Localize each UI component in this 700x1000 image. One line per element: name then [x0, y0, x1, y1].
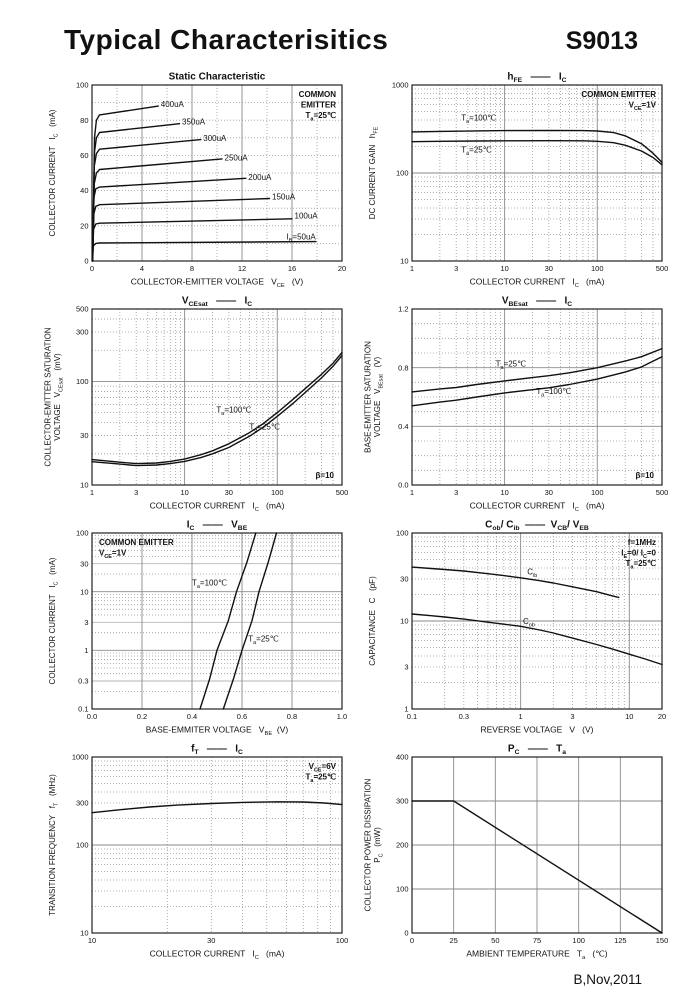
- svg-text:100: 100: [590, 488, 604, 497]
- chart-title: $f_T$ —— $I_C$: [191, 743, 243, 756]
- svg-text:3: 3: [454, 264, 459, 273]
- grid-minor: [412, 309, 662, 485]
- grid-major: [412, 757, 662, 933]
- svg-text:100: 100: [395, 168, 409, 178]
- svg-text:Ta=25℃: $T_a=25℃$: [305, 111, 336, 123]
- series-label-ta-100c: $T_a=100℃$: [192, 578, 227, 590]
- svg-text:1: 1: [518, 712, 523, 721]
- svg-text:COMMON: COMMON: [298, 90, 336, 99]
- x-axis-label: COLLECTOR CURRENT $I_C$ (mA): [149, 500, 285, 513]
- svg-text:3: 3: [570, 712, 575, 721]
- svg-text:0.3: 0.3: [458, 712, 470, 721]
- svg-text:10: 10: [400, 616, 409, 626]
- series-label-ta-25c: $T_a=25℃$: [248, 634, 279, 647]
- svg-text:1: 1: [89, 488, 95, 497]
- svg-text:500: 500: [75, 304, 89, 314]
- ft-vs-ic-chart: [44, 742, 356, 966]
- svg-text:1000: 1000: [391, 80, 409, 90]
- svg-text:100: 100: [75, 80, 89, 90]
- series-label-ib-50ua: $I_B=50uA$: [286, 232, 316, 245]
- svg-text:500: 500: [655, 264, 669, 273]
- x-axis-label: COLLECTOR-EMITTER VOLTAGE $V_{CE}$ (V): [130, 276, 304, 289]
- y-ticks: [76, 305, 89, 490]
- series-group: [92, 802, 342, 813]
- svg-text:VCE=1V: $V_{CE}=1V$: [628, 100, 656, 112]
- x-ticks: [407, 712, 666, 721]
- svg-text:4: 4: [139, 264, 145, 273]
- svg-text:1: 1: [404, 704, 409, 714]
- x-axis-label: BASE-EMMITER VOLTAGE $V_{BE}$ (V): [145, 724, 289, 737]
- y-ticks: [396, 529, 409, 714]
- svg-text:10: 10: [80, 587, 89, 597]
- ft-vs-ic-figure: [44, 742, 356, 966]
- svg-text:Ta=25℃: $T_a=25℃$: [625, 559, 656, 571]
- capacitance-vs-reverse-voltage-chart: [364, 518, 676, 742]
- ic-vs-vbe-chart: [44, 518, 356, 742]
- x-axis-label: REVERSE VOLTAGE V (V): [480, 724, 594, 735]
- svg-text:10: 10: [87, 936, 97, 945]
- y-axis-label: COLLECTOR POWER DISSIPATION: [364, 778, 373, 912]
- annotation: [306, 762, 337, 784]
- grid-major: [412, 85, 662, 261]
- svg-text:30: 30: [544, 488, 553, 497]
- y-axis-label: VOLTAGE $V_{CEsat}$ (mV): [53, 353, 65, 441]
- series-group: [192, 533, 279, 709]
- series-label-ib-250ua: 250uA: [224, 153, 248, 163]
- annotation: [99, 538, 174, 560]
- svg-text:200: 200: [395, 840, 409, 850]
- svg-text:20: 20: [337, 264, 347, 273]
- svg-text:20: 20: [657, 712, 667, 721]
- y-ticks: [398, 305, 408, 490]
- revision-label: B,Nov,2011: [573, 972, 642, 987]
- svg-text:IE=0/ IC=0: $I_E=0/$ $I_C=0$: [621, 548, 656, 560]
- svg-text:100: 100: [395, 528, 409, 538]
- svg-text:0.0: 0.0: [86, 712, 98, 721]
- svg-text:3: 3: [134, 488, 139, 497]
- svg-text:100: 100: [75, 377, 89, 387]
- svg-text:400: 400: [395, 752, 409, 762]
- grid-major: [92, 309, 342, 485]
- series-ib-200ua: [93, 178, 246, 261]
- y-ticks: [76, 81, 89, 266]
- svg-text:10: 10: [80, 480, 89, 490]
- svg-text:40: 40: [80, 186, 89, 196]
- annotation: [299, 90, 337, 122]
- x-ticks: [87, 712, 347, 721]
- chart-title: $I_C$ —— $V_{BE}$: [186, 519, 248, 532]
- svg-text:100: 100: [590, 264, 604, 273]
- series-ta-100c: [412, 131, 662, 163]
- vbesat-vs-ic-chart: [364, 294, 676, 518]
- y-axis-label: $P_C$ (mW): [373, 827, 385, 863]
- ic-vs-vbe-figure: [44, 518, 356, 742]
- series-ta-25c: [412, 141, 662, 165]
- svg-text:β=10: β=10: [315, 471, 334, 480]
- svg-text:30: 30: [207, 936, 216, 945]
- svg-text:500: 500: [655, 488, 669, 497]
- grid-major: [92, 533, 342, 709]
- svg-text:8: 8: [189, 264, 195, 273]
- svg-text:300: 300: [75, 798, 89, 808]
- x-ticks: [410, 936, 668, 945]
- grid-minor: [92, 536, 342, 692]
- series-label-ib-400ua: 400uA: [160, 99, 184, 109]
- svg-text:0: 0: [409, 936, 415, 945]
- page-footer: [0, 972, 700, 987]
- svg-text:1.0: 1.0: [336, 712, 348, 721]
- svg-text:0.3: 0.3: [78, 676, 89, 686]
- capacitance-vs-reverse-voltage-figure: [364, 518, 676, 742]
- svg-text:10: 10: [80, 928, 89, 938]
- svg-text:30: 30: [80, 559, 89, 569]
- y-axis-label: VOLTAGE $V_{BEsat}$ (V): [373, 356, 385, 438]
- svg-text:VCE=6V: $V_{CE}=6V$: [308, 762, 336, 774]
- series-label-ib-100ua: 100uA: [294, 211, 318, 221]
- svg-text:0: 0: [404, 928, 409, 938]
- series-ta-25c: [412, 349, 662, 392]
- x-axis-label: COLLECTOR CURRENT $I_C$ (mA): [469, 276, 605, 289]
- series-label-ta-100c: $T_a=100℃$: [461, 113, 497, 126]
- series-ib-50ua: [93, 242, 316, 261]
- svg-text:150: 150: [655, 936, 669, 945]
- svg-text:30: 30: [400, 574, 409, 584]
- svg-text:0.6: 0.6: [236, 712, 248, 721]
- series-label-ib-350ua: 350uA: [182, 117, 206, 127]
- svg-text:100: 100: [75, 528, 89, 538]
- series-label-cob: $C_{ob}$: [522, 616, 535, 629]
- chart-title: $V_{BEsat}$ —— $I_C$: [501, 295, 573, 308]
- svg-text:30: 30: [544, 264, 553, 273]
- svg-text:0.0: 0.0: [398, 480, 409, 490]
- svg-text:3: 3: [454, 488, 459, 497]
- series-label-ib-300ua: 300uA: [203, 134, 227, 144]
- series-label-ta-25c: $T_a=25℃$: [495, 359, 527, 371]
- svg-text:10: 10: [500, 264, 509, 273]
- charts-grid: [44, 70, 700, 966]
- hfe-vs-ic-figure: [364, 70, 676, 294]
- hfe-vs-ic-chart: [364, 70, 676, 294]
- y-axis-label: CAPACITANCE C (pF): [368, 576, 377, 666]
- svg-text:300: 300: [75, 327, 89, 337]
- series-cib: [412, 567, 619, 597]
- y-axis-label: COLLECTOR CURRENT $I_C$ (mA): [48, 557, 60, 685]
- svg-text:30: 30: [80, 431, 89, 441]
- x-ticks: [90, 488, 348, 497]
- chart-title: $C_{ob}/$ $C_{ib}$ —— $V_{CB}/$ $V_{EB}$: [485, 519, 589, 532]
- vcesat-vs-ic-chart: [44, 294, 356, 518]
- chart-title: $V_{CEsat}$ —— $I_C$: [181, 295, 253, 308]
- svg-text:0.8: 0.8: [398, 363, 409, 373]
- svg-text:0: 0: [84, 256, 89, 266]
- x-axis-label: COLLECTOR CURRENT $I_C$ (mA): [149, 948, 285, 961]
- svg-text:100: 100: [270, 488, 284, 497]
- plot-frame: [92, 309, 342, 485]
- page-title: Typical Characterisitics: [64, 24, 389, 55]
- series-label-ib-150ua: 150uA: [272, 192, 296, 202]
- series-group: [412, 349, 662, 406]
- svg-text:100: 100: [395, 884, 409, 894]
- x-ticks: [88, 936, 348, 945]
- series-ft: [92, 802, 342, 813]
- pc-vs-ta-figure: [364, 742, 676, 966]
- chart-title: $h_{FE}$ —— $I_C$: [507, 71, 567, 84]
- svg-text:10: 10: [500, 488, 509, 497]
- svg-text:25: 25: [449, 936, 458, 945]
- y-axis-label: BASE-EMITTER SATURATION: [364, 341, 373, 453]
- svg-text:0.1: 0.1: [78, 704, 89, 714]
- series-label-ta-25c: $T_a=25℃$: [461, 145, 492, 158]
- series-label-ta-25c: $T_a=25℃$: [249, 422, 280, 434]
- annotation: [636, 471, 655, 480]
- svg-text:0.4: 0.4: [186, 712, 198, 721]
- series-label-ta-100c: $T_a=100℃$: [536, 386, 572, 399]
- vbesat-vs-ic-figure: [364, 294, 676, 518]
- svg-text:0: 0: [89, 264, 95, 273]
- y-ticks: [76, 529, 89, 714]
- svg-text:3: 3: [84, 617, 89, 627]
- svg-text:10: 10: [180, 488, 189, 497]
- series-ta-100c: [412, 357, 662, 406]
- grid-minor: [92, 309, 342, 485]
- static-characteristic-chart: [44, 70, 356, 294]
- svg-text:100: 100: [335, 936, 349, 945]
- page-header: [0, 0, 700, 56]
- svg-text:10: 10: [400, 256, 409, 266]
- y-ticks: [396, 753, 409, 938]
- svg-text:β=10: β=10: [635, 471, 654, 480]
- series-group: [92, 353, 342, 466]
- series-label-cib: $C_{ib}$: [527, 567, 538, 579]
- svg-text:75: 75: [532, 936, 542, 945]
- y-ticks: [72, 753, 89, 938]
- svg-text:COMMON EMITTER: COMMON EMITTER: [99, 538, 174, 547]
- svg-text:12: 12: [237, 264, 247, 273]
- svg-text:16: 16: [287, 264, 297, 273]
- series-label-ta-100c: $T_a=100℃$: [216, 405, 252, 417]
- y-axis-label: COLLECTOR-EMITTER SATURATION: [44, 327, 53, 467]
- chart-title: $P_C$ —— $T_a$: [507, 743, 567, 756]
- y-axis-label: DC CURRENT GAIN $h_{FE}$: [368, 126, 380, 220]
- svg-text:0.1: 0.1: [406, 712, 418, 721]
- svg-text:1: 1: [409, 488, 415, 497]
- plot-frame: [412, 309, 662, 485]
- series-ib-250ua: [93, 159, 222, 261]
- svg-text:80: 80: [80, 115, 89, 125]
- chart-title: Static Characteristic: [168, 71, 266, 83]
- vcesat-vs-ic-figure: [44, 294, 356, 518]
- annotation: [621, 538, 656, 570]
- svg-text:60: 60: [80, 151, 89, 160]
- series-group: [93, 100, 319, 261]
- svg-text:1000: 1000: [71, 752, 89, 762]
- x-ticks: [410, 264, 668, 273]
- x-ticks: [410, 488, 668, 497]
- series-label-ib-200ua: 200uA: [248, 172, 272, 182]
- svg-text:1: 1: [84, 645, 89, 655]
- y-axis-label: COLLECTOR CURRENT $I_C$ (mA): [48, 109, 60, 237]
- svg-text:3: 3: [404, 662, 409, 672]
- svg-text:30: 30: [224, 488, 233, 497]
- x-ticks: [90, 264, 346, 273]
- plot-frame: [92, 533, 342, 709]
- x-axis-label: COLLECTOR CURRENT $I_C$ (mA): [469, 500, 605, 513]
- svg-text:10: 10: [625, 712, 634, 721]
- y-ticks: [392, 81, 409, 266]
- svg-text:100: 100: [572, 936, 585, 945]
- pc-vs-ta-chart: [364, 742, 676, 966]
- y-axis-label: TRANSITION FREQUENCY $f_T$ (MHz): [48, 774, 60, 916]
- series-ib-350ua: [93, 124, 180, 261]
- svg-text:20: 20: [80, 221, 89, 231]
- svg-text:0.2: 0.2: [136, 712, 148, 721]
- svg-text:125: 125: [614, 936, 627, 945]
- svg-text:0.8: 0.8: [286, 712, 298, 721]
- svg-text:f=1MHz: f=1MHz: [627, 538, 656, 547]
- svg-text:VCE=1V: $V_{CE}=1V$: [99, 548, 127, 560]
- static-characteristic-figure: [44, 70, 356, 294]
- svg-text:Ta=25℃: $T_a=25℃$: [305, 772, 336, 784]
- series-ta-100c: [200, 533, 256, 709]
- svg-text:0.4: 0.4: [398, 421, 409, 431]
- svg-text:1: 1: [409, 264, 415, 273]
- svg-text:1.2: 1.2: [398, 304, 409, 314]
- svg-text:500: 500: [335, 488, 349, 497]
- svg-text:EMITTER: EMITTER: [300, 100, 336, 110]
- svg-text:COMMON EMITTER: COMMON EMITTER: [581, 90, 656, 99]
- svg-text:50: 50: [491, 936, 500, 945]
- svg-text:300: 300: [395, 796, 409, 806]
- annotation: [316, 471, 335, 480]
- product-number: S9013: [565, 27, 638, 55]
- series-ta-25c: [223, 533, 279, 709]
- svg-text:100: 100: [75, 840, 89, 850]
- series-group: [412, 114, 662, 165]
- grid-major: [412, 309, 662, 485]
- x-axis-label: AMBIENT TEMPERATURE $T_a$ (℃): [466, 948, 608, 961]
